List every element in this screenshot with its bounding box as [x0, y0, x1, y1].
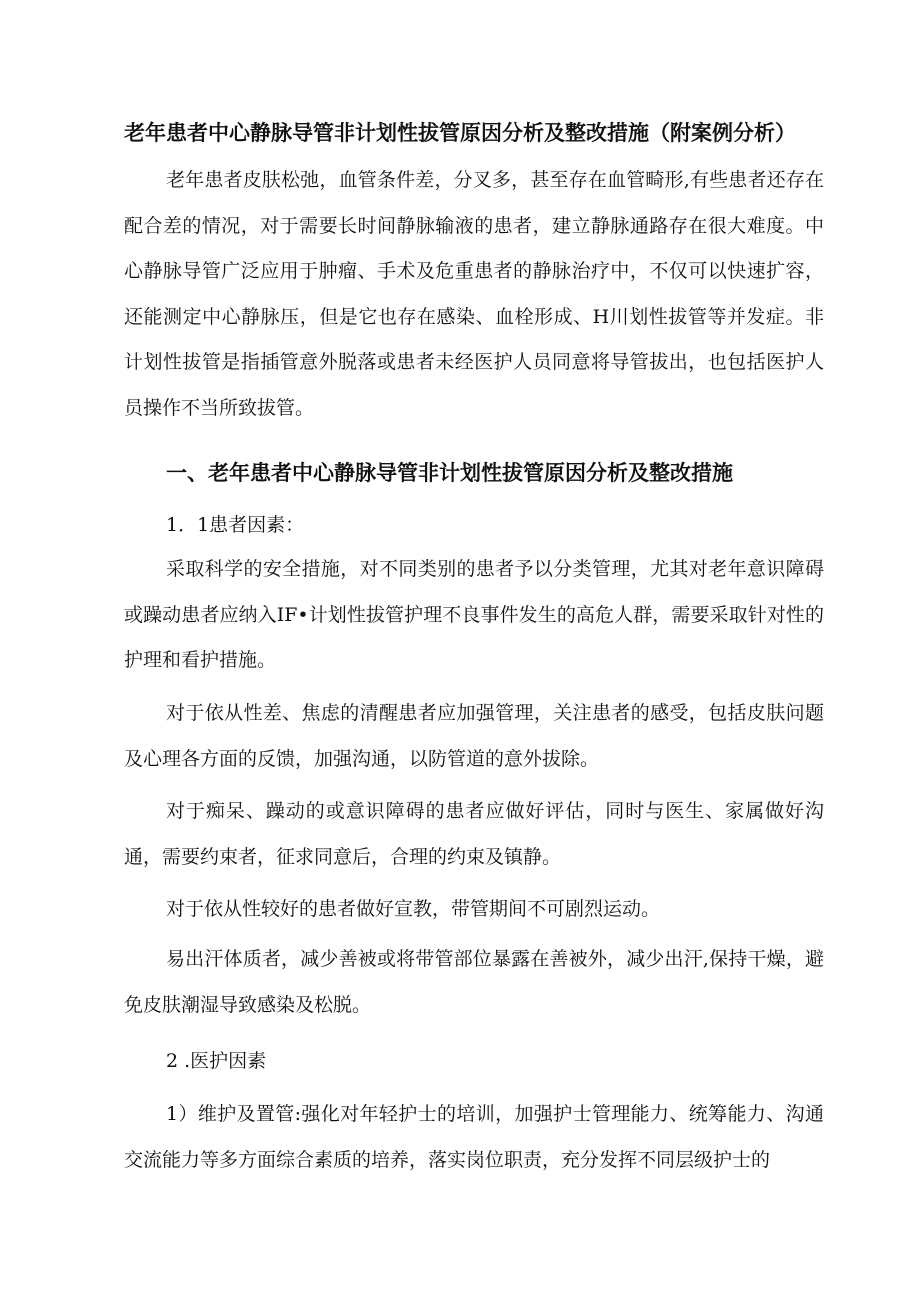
paragraph-maintenance: 1）维护及置管:强化对年轻护士的培训，加强护士管理能力、统筹能力、沟通交流能力等多方面综合素质的培养，落实岗位职责，充分发挥不同层级护士的: [124, 1103, 824, 1171]
subsection-heading-patient: 1．1患者因素：: [166, 514, 305, 536]
paragraph-poor-compliance: 对于依从性差、焦虑的清醒患者应加强管理，关注患者的感受，包括皮肤问题及心理各方面的反馈，加强沟通，以防管道的意外拔除。: [124, 702, 824, 770]
section-heading: 一、老年患者中心静脉导管非计划性拔管原因分析及整改措施: [166, 461, 733, 485]
paragraph-dementia: 对于痴呆、躁动的或意识障碍的患者应做好评估，同时与医生、家属做好沟通，需要约束者，征求同意后，合理的约束及镇静。: [124, 800, 824, 868]
paragraph-sweating: 易出汗体质者，减少善被或将带管部位暴露在善被外，减少出汗,保持干燥，避免皮肤潮湿导致感染及松脱。: [124, 948, 824, 1016]
intro-paragraph: 老年患者皮肤松弛，血管条件差，分叉多，甚至存在血管畸形,有些患者还存在配合差的情况，对于需要长时间静脉输液的患者，建立静脉通路存在很大难度。中心静脉导管广泛应用于肿瘤、手术及危重患者的静脉治疗中，不仅可以快速扩容，还能测定中心静脉压，但是它也存在感染、血栓形成、H川划性拔管等并发症。非计划性拔管是指插管意外脱落或患者未经医护人员同意将导管拔出，也包括医护人员操作不当所致拔管。: [124, 169, 824, 419]
paragraph-safety-measures: 采取科学的安全措施，对不同类别的患者予以分类管理，尤其对老年意识障碍或躁动患者应纳入IF•计划性拔管护理不良事件发生的高危人群，需要采取针对性的护理和看护措施。: [124, 558, 824, 671]
subsection-heading-medical: 2 .医护因素: [166, 1050, 267, 1072]
document-title: 老年患者中心静脉导管非计划性拔管原因分析及整改措施（附案例分析）: [124, 121, 796, 145]
paragraph-good-compliance: 对于依从性较好的患者做好宣教，带管期间不可剧烈运动。: [166, 898, 661, 920]
